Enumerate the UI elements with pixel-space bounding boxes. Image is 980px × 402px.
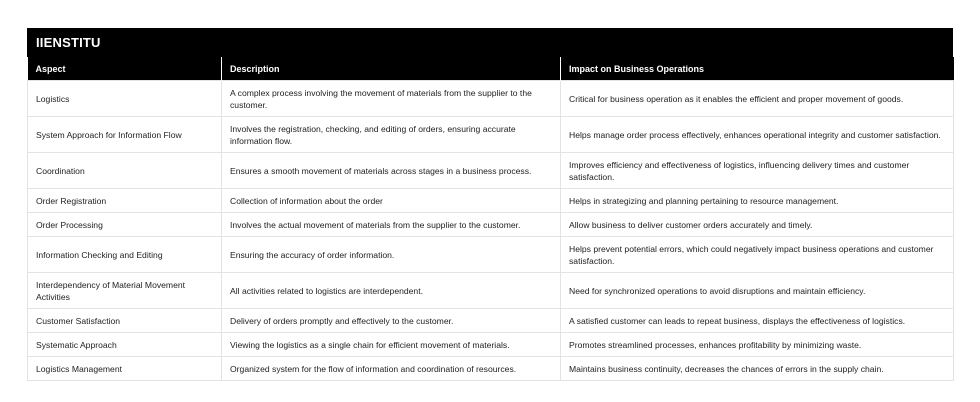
cell-aspect: Information Checking and Editing: [28, 237, 222, 273]
header-description: Description: [222, 57, 561, 81]
cell-impact: Maintains business continuity, decreases the chances of errors in the supply chain.: [561, 357, 954, 381]
cell-aspect: Customer Satisfaction: [28, 309, 222, 333]
cell-description: Delivery of orders promptly and effectively to the customer.: [222, 309, 561, 333]
cell-description: Collection of information about the order: [222, 189, 561, 213]
cell-description: Organized system for the flow of information and coordination of resources.: [222, 357, 561, 381]
table-header-row: [28, 57, 954, 81]
cell-aspect: Coordination: [28, 153, 222, 189]
cell-aspect: Interdependency of Material Movement Activities: [28, 273, 222, 309]
aspects-table: [27, 57, 954, 381]
brand-title: IIENSTITU: [27, 28, 953, 57]
cell-description: A complex process involving the movement of materials from the supplier to the customer.: [222, 81, 561, 117]
cell-description: All activities related to logistics are interdependent.: [222, 273, 561, 309]
cell-impact: Critical for business operation as it enables the efficient and proper movement of goods.: [561, 81, 954, 117]
table-row: [28, 189, 954, 213]
table-row: [28, 309, 954, 333]
table-row: [28, 273, 954, 309]
cell-impact: A satisfied customer can leads to repeat business, displays the effectiveness of logistics.: [561, 309, 954, 333]
table-row: [28, 117, 954, 153]
table-row: [28, 357, 954, 381]
cell-description: Involves the registration, checking, and editing of orders, ensuring accurate information flow.: [222, 117, 561, 153]
cell-impact: Improves efficiency and effectiveness of logistics, influencing delivery times and customer satisfaction.: [561, 153, 954, 189]
cell-aspect: Logistics: [28, 81, 222, 117]
cell-impact: Need for synchronized operations to avoid disruptions and maintain efficiency.: [561, 273, 954, 309]
header-impact: Impact on Business Operations: [561, 57, 954, 81]
cell-impact: Allow business to deliver customer orders accurately and timely.: [561, 213, 954, 237]
table-row: [28, 237, 954, 273]
cell-description: Involves the actual movement of materials from the supplier to the customer.: [222, 213, 561, 237]
cell-impact: Promotes streamlined processes, enhances profitability by minimizing waste.: [561, 333, 954, 357]
cell-aspect: Systematic Approach: [28, 333, 222, 357]
cell-description: Viewing the logistics as a single chain for efficient movement of materials.: [222, 333, 561, 357]
cell-impact: Helps prevent potential errors, which could negatively impact business operations and customer satisfaction.: [561, 237, 954, 273]
cell-aspect: Order Processing: [28, 213, 222, 237]
cell-aspect: Order Registration: [28, 189, 222, 213]
cell-impact: Helps in strategizing and planning pertaining to resource management.: [561, 189, 954, 213]
table-row: [28, 213, 954, 237]
cell-aspect: System Approach for Information Flow: [28, 117, 222, 153]
cell-description: Ensures a smooth movement of materials across stages in a business process.: [222, 153, 561, 189]
table-row: [28, 333, 954, 357]
table-row: [28, 81, 954, 117]
cell-aspect: Logistics Management: [28, 357, 222, 381]
content-table-container: [27, 28, 953, 381]
cell-description: Ensuring the accuracy of order information.: [222, 237, 561, 273]
header-aspect: Aspect: [28, 57, 222, 81]
table-row: [28, 153, 954, 189]
cell-impact: Helps manage order process effectively, enhances operational integrity and customer satisfaction.: [561, 117, 954, 153]
